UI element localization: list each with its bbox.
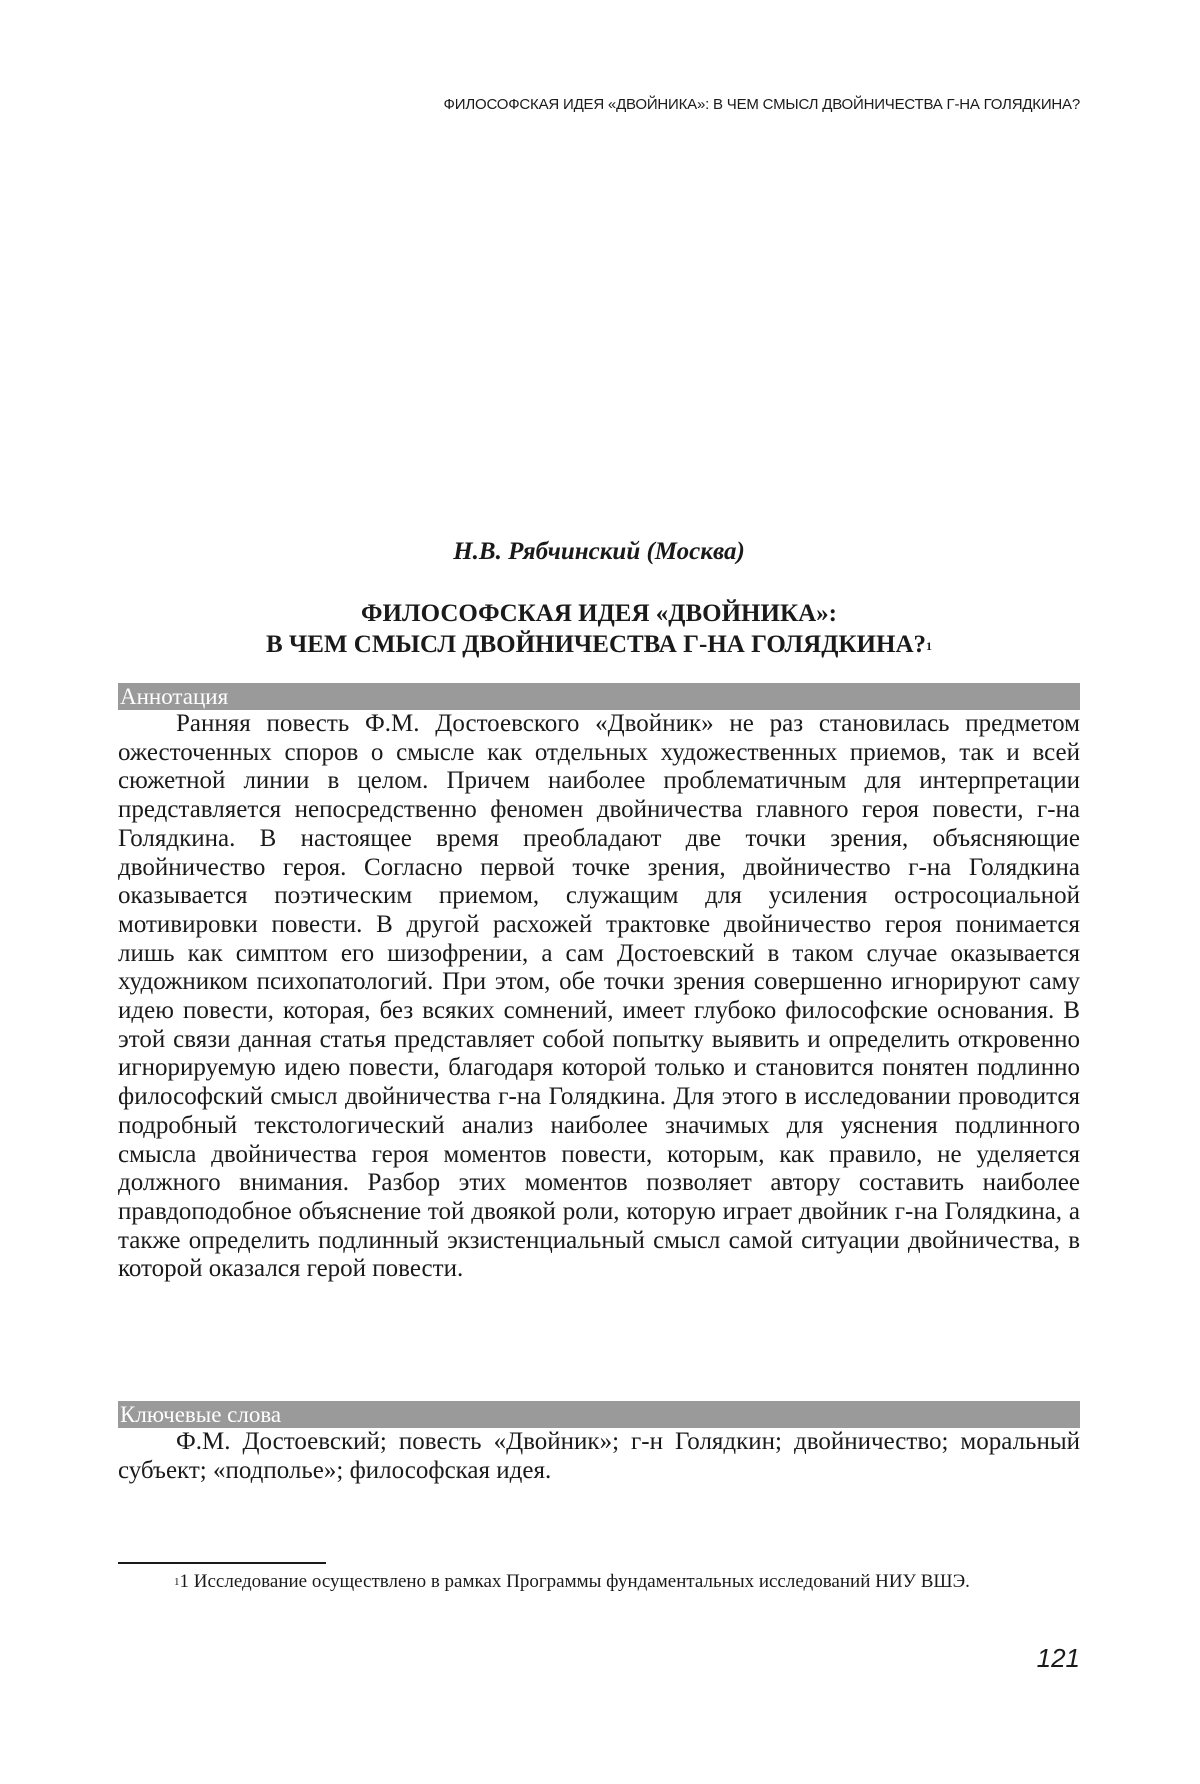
- title-line-1: ФИЛОСОФСКАЯ ИДЕЯ «ДВОЙНИКА»:: [361, 600, 837, 627]
- abstract-text: Ранняя повесть Ф.М. Достоевского «Двойник» не раз становилась предметом ожесточенных споров о смысле как отдельных художественных приемов, так и всей сюжетной линии в целом. Причем наиболее проблематичным для интерпретации представляется непосредственно феномен двойничества главного героя повести, г-на Голядкина. В настоящее время преобладают две точки зрения, объясняющие двойничество героя. Согласно первой точке зрения, двойничество г-на Голядкина оказывается поэтическим приемом, служащим для усиления остросоциальной мотивировки повести. В другой расхожей трактовке двойничество героя понимается лишь как симптом его шизофрении, а сам Достоевский в таком случае оказывается художником психопатологий. При этом, обе точки зрения совершенно игнорируют саму идею повести, которая, без всяких сомнений, имеет глубоко философские основания. В этой связи данная статья представляет собой попытку выявить и определить откровенно игнорируемую идею повести, благодаря которой только и становится понятен подлинно философский смысл двойничества г-на Голядкина. Для этого в исследовании проводится подробный текстологический анализ наиболее значимых для уяснения подлинного смысла двойничества героя моментов повести, которым, как правило, не уделяется должного внимания. Разбор этих моментов позволяет автору составить наиболее правдоподобное объяснение той двоякой роли, которую играет двойник г-на Голядкина, а также определить подлинный экзистенциальный смысл самой ситуации двойничества, в которой оказался герой повести.: [118, 710, 1080, 1283]
- author-line: Н.В. Рябчинский (Москва): [453, 538, 745, 565]
- keywords-heading: Ключевые слова: [118, 1401, 1080, 1428]
- article-title: [118, 598, 1080, 660]
- abstract-heading: Аннотация: [118, 683, 1080, 710]
- footnote-mark: 1: [174, 1576, 180, 1588]
- title-line-2: [118, 629, 1080, 660]
- keywords-text: Ф.М. Достоевский; повесть «Двойник»; г-н Голядкин; двойничество; моральный субъект; «подполье»; философская идея.: [118, 1428, 1080, 1484]
- title-footnote-mark: 1: [926, 639, 933, 653]
- footnote-text: 1 Исследование осуществлено в рамках Программы фундаментальных исследований НИУ ВШЭ.: [179, 1571, 970, 1592]
- title-line-2-text: В ЧЕМ СМЫСЛ ДВОЙНИЧЕСТВА Г-НА ГОЛЯДКИНА?: [265, 631, 927, 658]
- page-number: 121: [1036, 1643, 1080, 1673]
- footnote-divider: [118, 1562, 326, 1564]
- running-header: ФИЛОСОФСКАЯ ИДЕЯ «ДВОЙНИКА»: В ЧЕМ СМЫСЛ ДВОЙНИЧЕСТВА Г-НА ГОЛЯДКИНА?: [443, 96, 1080, 113]
- footnote: [118, 1570, 1080, 1593]
